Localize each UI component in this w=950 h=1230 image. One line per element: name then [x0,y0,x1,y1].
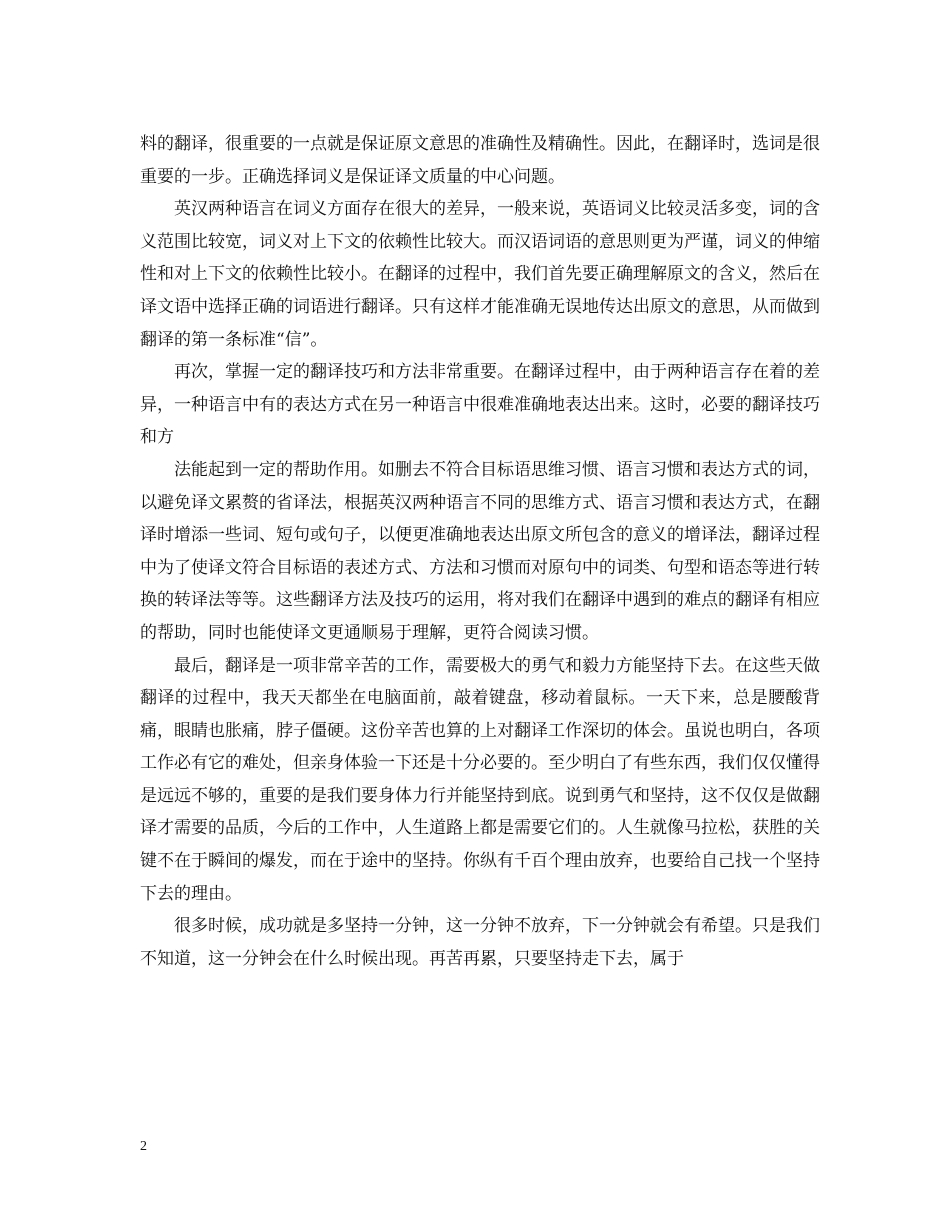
paragraph-6: 很多时候，成功就是多坚持一分钟，这一分钟不放弃，下一分钟就会有希望。只是我们不知道，这一分钟会在什么时候出现。再苦再累，只要坚持走下去，属于 [140,916,820,969]
paragraph-4: 法能起到一定的帮助作用。如删去不符合目标语思维习惯、语言习惯和表达方式的词，以避免译文累赘的省译法，根据英汉两种语言不同的思维方式、语言习惯和表达方式，在翻译时增添一些词、短句或句子，以便更准确地表达出原文所包含的意义的增译法，翻译过程中为了使译文符合目标语的表述方式、方法和习惯而对原句中的词类、句型和语态等进行转换的转译法等等。这些翻译方法及技巧的运用，将对我们在翻译中遇到的难点的翻译有相应的帮助，同时也能使译文更通顺易于理解，更符合阅读习惯。 [140,459,820,643]
paragraph-5: 最后，翻译是一项非常辛苦的工作，需要极大的勇气和毅力方能坚持下去。在这些天做翻译的过程中，我天天都坐在电脑面前，敲着键盘，移动着鼠标。一天下来，总是腰酸背痛，眼睛也胀痛，脖子僵硬。这份辛苦也算的上对翻译工作深切的体会。虽说也明白，各项工作必有它的难处，但亲身体验一下还是十分必要的。至少明白了有些东西，我们仅仅懂得是远远不够的，重要的是我们要身体力行并能坚持到底。说到勇气和坚持，这不仅仅是做翻译才需要的品质，今后的工作中，人生道路上都是需要它们的。人生就像马拉松，获胜的关键不在于瞬间的爆发，而在于途中的坚持。你纵有千百个理由放弃，也要给自己找一个坚持下去的理由。 [140,655,820,904]
paragraph-2: 英汉两种语言在词义方面存在很大的差异，一般来说，英语词义比较灵活多变，词的含义范围比较宽，词义对上下文的依赖性比较大。而汉语词语的意思则更为严谨，词义的伸缩性和对上下文的依赖性比较小。在翻译的过程中，我们首先要正确理解原文的含义，然后在译文语中选择正确的词语进行翻译。只有这样才能准确无误地传达出原文的意思，从而做到翻译的第一条标准“信”。 [140,199,820,350]
body-text [140,128,820,975]
paragraph-1: 料的翻译，很重要的一点就是保证原文意思的准确性及精确性。因此，在翻译时，选词是很重要的一步。正确选择词义是保证译文质量的中心问题。 [140,134,820,187]
page-number: 2 [140,1139,147,1154]
paragraph-3: 再次，掌握一定的翻译技巧和方法非常重要。在翻译过程中，由于两种语言存在着的差异，一种语言中有的表达方式在另一种语言中很难准确地表达出来。这时，必要的翻译技巧和方 [140,362,820,448]
